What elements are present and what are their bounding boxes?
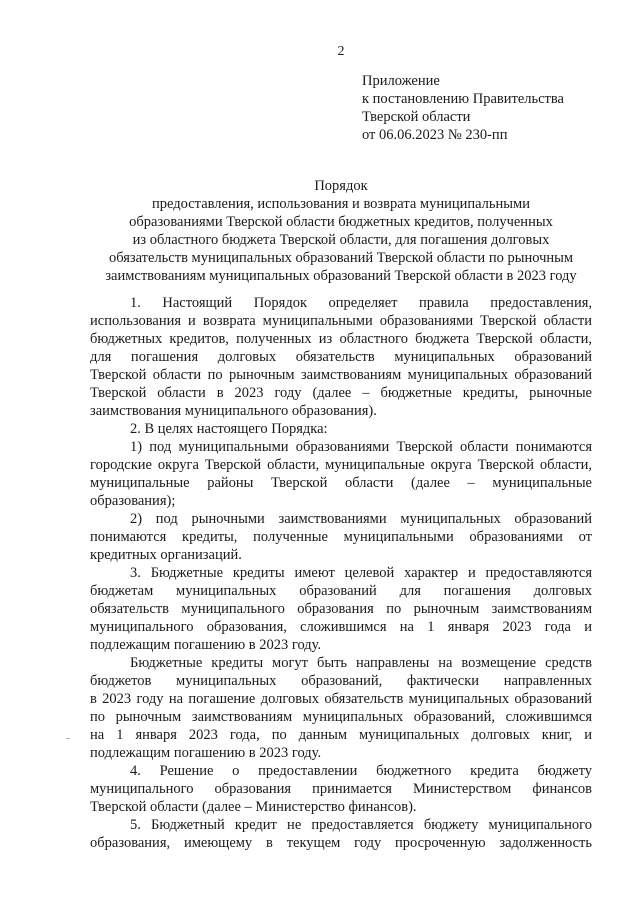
document-body xyxy=(90,294,592,852)
text-line: городские округа Тверской области, муниципальные округа Тверской области, xyxy=(90,457,592,473)
text-line: образования, имеющему в текущем году просроченную задолженность xyxy=(90,835,592,851)
text-line: 2. В целях настоящего Порядка: xyxy=(130,421,328,437)
text-line: подлежащим погашению в 2023 году. xyxy=(90,745,322,761)
text-line: Тверской области по рыночным заимствованиям муниципальных образований xyxy=(90,367,592,383)
text-line: понимаются кредиты, полученные муниципальными образованиями от xyxy=(90,529,592,545)
appendix-line: Тверской области xyxy=(362,109,471,125)
text-line: для погашения долговых обязательств муниципальных образований xyxy=(90,349,592,365)
text-line: подлежащим погашению в 2023 году. xyxy=(90,637,322,653)
paragraph xyxy=(90,762,592,816)
text-line: муниципального образования принимается Министерством финансов xyxy=(90,781,592,797)
title-line: заимствованиям муниципальных образований Тверской области в 2023 году xyxy=(105,268,577,284)
title-heading: Порядок xyxy=(314,178,368,194)
text-line: по рыночным заимствованиям муниципальных образований, сложившимся xyxy=(90,709,592,725)
text-line: муниципальные районы Тверской области (далее – муниципальные xyxy=(90,475,592,491)
appendix-line: Приложение xyxy=(362,73,440,89)
text-line: 2) под рыночными заимствованиями муниципальных образований xyxy=(130,511,592,527)
text-line: использования и возврата муниципальными образованиями Тверской области xyxy=(90,313,592,329)
paragraph xyxy=(90,654,592,762)
page-number: 2 xyxy=(337,44,345,59)
text-line: на 1 января 2023 года, по данным муниципальных долговых книг, и xyxy=(90,727,592,743)
title-line: образованиями Тверской области бюджетных кредитов, полученных xyxy=(129,214,553,230)
appendix-line: от 06.06.2023 № 230-пп xyxy=(362,127,508,143)
text-line: заимствования муниципального образования). xyxy=(90,403,377,419)
text-line: образования); xyxy=(90,493,176,509)
text-line: 5. Бюджетный кредит не предоставляется бюджету муниципального xyxy=(130,817,592,833)
paragraph xyxy=(90,816,592,852)
paragraph xyxy=(90,420,592,438)
text-line: 3. Бюджетные кредиты имеют целевой характер и предоставляются xyxy=(130,565,592,581)
margin-mark xyxy=(66,738,70,739)
title-line: из областного бюджета Тверской области, для погашения долговых xyxy=(132,232,550,248)
text-line: в 2023 году на погашение долговых обязательств муниципальных образований xyxy=(90,691,592,707)
paragraph xyxy=(90,510,592,564)
text-line: обязательств муниципального образования по рыночным заимствованиям xyxy=(90,601,592,617)
appendix-header xyxy=(362,72,564,144)
title-line: предоставления, использования и возврата муниципальными xyxy=(152,196,530,212)
text-line: Бюджетные кредиты могут быть направлены на возмещение средств xyxy=(130,655,592,671)
appendix-line: к постановлению Правительства xyxy=(362,91,564,107)
paragraph xyxy=(90,564,592,654)
text-line: бюджетов муниципальных образований, фактически направленных xyxy=(90,673,592,689)
paragraph xyxy=(90,294,592,420)
text-line: 1. Настоящий Порядок определяет правила предоставления, xyxy=(130,295,592,311)
text-line: бюджетных кредитов, полученных из областного бюджета Тверской области, xyxy=(90,331,592,347)
text-line: кредитных организаций. xyxy=(90,547,242,563)
title-line: обязательств муниципальных образований Тверской области по рыночным xyxy=(108,250,574,266)
document-title xyxy=(80,177,602,285)
paragraph xyxy=(90,438,592,510)
text-line: муниципального образования, сложившимся на 1 января 2023 года и xyxy=(90,619,592,635)
text-line: 4. Решение о предоставлении бюджетного кредита бюджету xyxy=(130,763,592,779)
text-line: Тверской области (далее – Министерство финансов). xyxy=(90,799,417,815)
text-line: 1) под муниципальными образованиями Тверской области понимаются xyxy=(130,439,592,455)
text-line: бюджетам муниципальных образований для погашения долговых xyxy=(90,583,592,599)
text-line: Тверской области в 2023 году (далее – бюджетные кредиты, рыночные xyxy=(90,385,592,401)
